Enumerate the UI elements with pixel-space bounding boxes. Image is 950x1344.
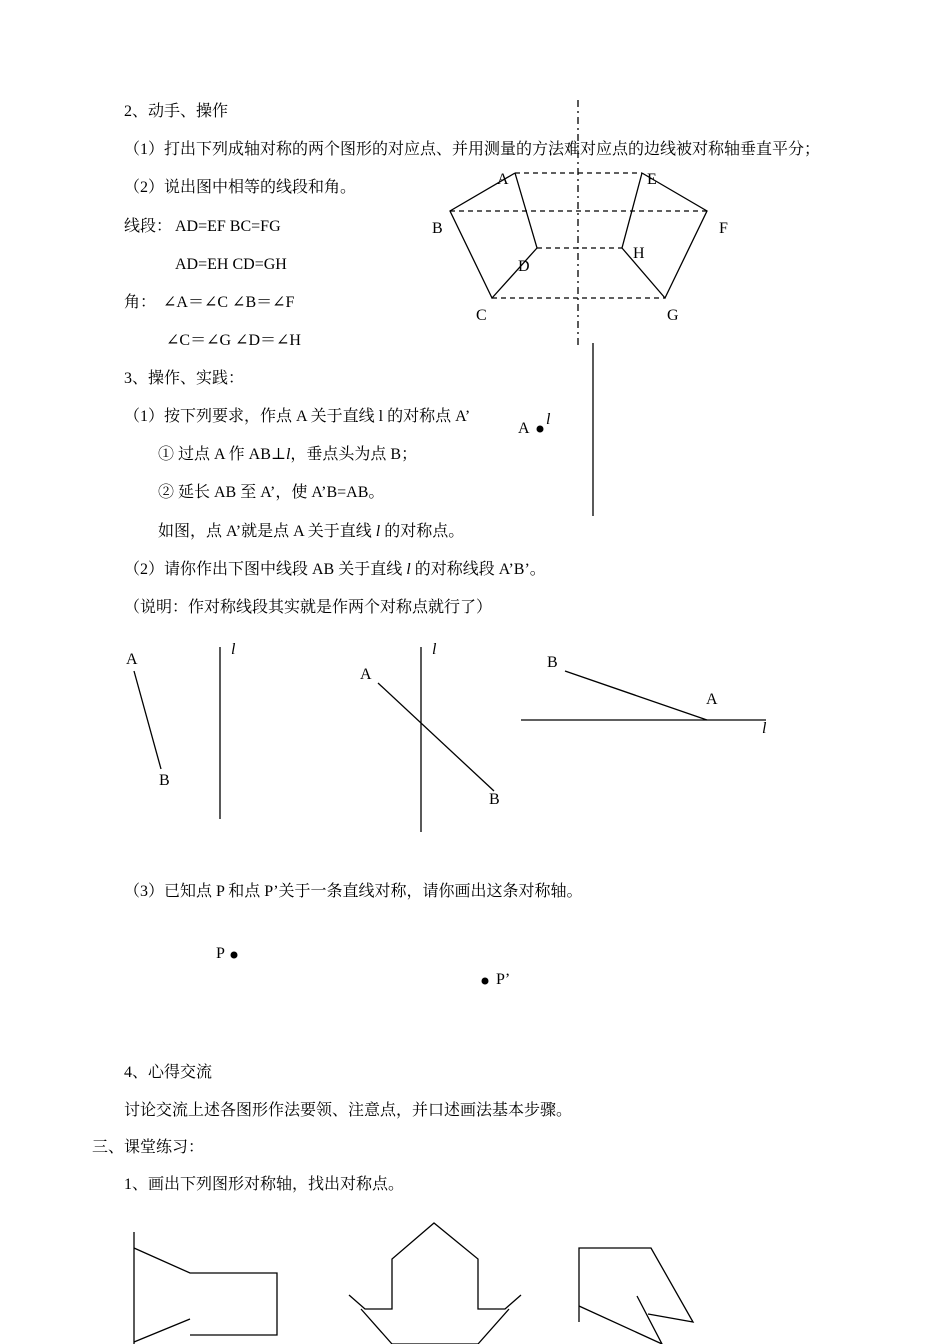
left-polygon xyxy=(450,173,537,298)
point-A xyxy=(537,426,544,433)
note: （说明：作对称线段其实就是作两个对称点就行了） xyxy=(124,599,493,616)
conclusion-line-l: l xyxy=(375,523,381,540)
label-H: H xyxy=(633,245,645,262)
point-P-prime xyxy=(482,978,489,985)
figure-segment-c xyxy=(521,654,767,737)
point-A-label: A xyxy=(518,420,530,437)
seg-b-label-A: A xyxy=(360,666,372,683)
segments-line-2: AD=EH CD=GH xyxy=(175,256,287,273)
practice-shape-1-bottom xyxy=(134,1319,190,1342)
label-B: B xyxy=(432,220,443,237)
segments-label: 线段： xyxy=(124,218,173,235)
step-1-text-end: ，垂点头为点 B； xyxy=(290,446,418,463)
right-polygon xyxy=(622,173,707,298)
practice-figure-3 xyxy=(579,1248,693,1344)
label-D: D xyxy=(518,258,530,275)
section-4-heading: 4、心得交流 xyxy=(124,1064,213,1081)
figure-points-P xyxy=(216,945,510,988)
question-3-2-text-end: 的对称线段 A’B’。 xyxy=(410,561,546,578)
practice-shape-3 xyxy=(579,1248,693,1322)
angles-line-2: ∠C＝∠G ∠D＝∠H xyxy=(166,332,301,349)
angles-label: 角： xyxy=(124,294,157,311)
question-3-2-text: （2）请你作出下图中线段 AB 关于直线 xyxy=(124,561,407,578)
seg-b-label-l: l xyxy=(432,641,437,658)
step-1-text: ① 过点 A 作 AB⊥ xyxy=(158,446,286,463)
practice-figure-2 xyxy=(349,1223,521,1344)
segments-line-1: AD=EF BC=FG xyxy=(175,218,281,235)
seg-c-label-A: A xyxy=(706,691,718,708)
figure-polygon-labels xyxy=(432,171,728,324)
question-3-2-line-l: l xyxy=(406,561,411,578)
question-3-3: （3）已知点 P 和点 P’关于一条直线对称，请你画出这条对称轴。 xyxy=(124,883,583,900)
step-1-line-l: l xyxy=(285,446,291,463)
label-E: E xyxy=(647,171,657,188)
practice-shape-3-lower xyxy=(579,1296,662,1344)
practice-heading: 三、课堂练习： xyxy=(92,1139,205,1156)
seg-c-AB xyxy=(565,671,707,720)
label-F: F xyxy=(719,220,728,237)
seg-a-label-l: l xyxy=(231,641,236,658)
label-C: C xyxy=(476,307,487,324)
line-l-label: l xyxy=(546,411,551,428)
seg-c-label-B: B xyxy=(547,654,558,671)
practice-shape-1-top xyxy=(134,1248,277,1335)
section-2-heading: 2、动手、操作 xyxy=(124,103,229,120)
label-G: G xyxy=(667,307,679,324)
practice-shape-2 xyxy=(349,1223,521,1309)
question-2-1: （1）打出下列成轴对称的两个图形的对应点、并用测量的方法难对应点的边线被对称轴垂直平分； xyxy=(124,141,821,158)
seg-a-label-A: A xyxy=(126,651,138,668)
conclusion-text-end: 的对称点。 xyxy=(380,523,465,540)
seg-a-AB xyxy=(134,671,161,769)
label-A: A xyxy=(497,171,509,188)
seg-b-AB xyxy=(378,683,494,791)
figure-segment-a xyxy=(126,641,236,819)
seg-c-label-l: l xyxy=(762,720,767,737)
seg-b-label-B: B xyxy=(489,791,500,808)
point-P xyxy=(231,952,238,959)
step-2: ② 延长 AB 至 A’，使 A’B=AB。 xyxy=(158,484,385,501)
point-P-prime-label: P’ xyxy=(496,971,511,988)
question-2-2: （2）说出图中相等的线段和角。 xyxy=(124,179,357,196)
practice-question-1: 1、画出下列图形对称轴，找出对称点。 xyxy=(124,1176,405,1193)
seg-a-label-B: B xyxy=(159,772,170,789)
point-P-label: P xyxy=(216,945,225,962)
figure-point-and-line xyxy=(518,343,593,516)
practice-shape-2-base xyxy=(361,1309,509,1344)
angles-line-1: ∠A＝∠C ∠B＝∠F xyxy=(163,294,295,311)
conclusion-text: 如图，点 A’就是点 A 关于直线 xyxy=(158,523,376,540)
practice-figure-1 xyxy=(134,1232,277,1344)
section-3-heading: 3、操作、实践： xyxy=(124,370,245,387)
section-4-text: 讨论交流上述各图形作法要领、注意点，并口述画法基本步骤。 xyxy=(124,1102,573,1119)
question-3-1: （1）按下列要求，作点 A 关于直线 l 的对称点 A’ xyxy=(124,408,471,425)
figure-segment-b xyxy=(360,641,500,832)
